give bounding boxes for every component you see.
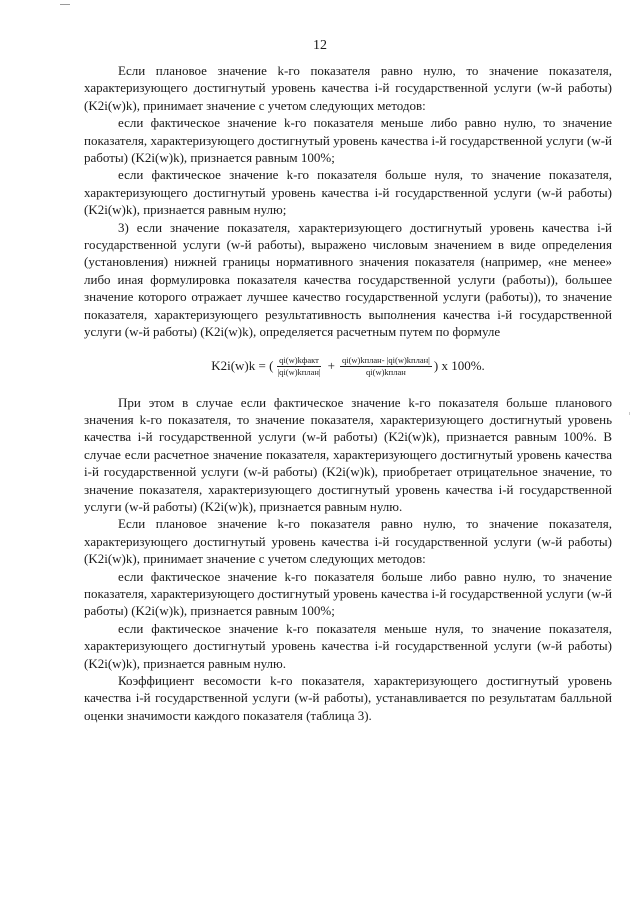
- paragraph: Коэффициент весомости k-го показателя, характеризующего достигнутый уровень качества i-й государственной услуги (w-й работы), устанавливается по результатам балльной оценки значимости каждого показателя (таблица 3).: [84, 673, 612, 723]
- formula-plus: +: [327, 358, 335, 374]
- fraction-denominator: qi(w)kплан: [366, 366, 406, 377]
- paragraph: Если плановое значение k-го показателя равно нулю, то значение показателя, характеризующего достигнутый уровень качества i-й государственной услуги (w-й работы) (K2i(w)k), принимает значение с учетом следующих методов:: [84, 63, 612, 113]
- paragraph: если фактическое значение k-го показателя меньше либо равно нулю, то значение показателя, характеризующего достигнутый уровень качества i-й государственной услуги (w-й работы) (K2i(w)k), признается равным 100%;: [84, 115, 612, 166]
- paragraph: если фактическое значение k-го показателя больше либо равно нулю, то значение показателя, характеризующего достигнутый уровень качества i-й государственной услуги (w-й работы) (K2i(w)k), признается равным 100%;: [84, 568, 612, 619]
- fraction-numerator: qi(w)kфакт: [279, 354, 319, 365]
- fraction-denominator: |qi(w)kплан|: [277, 366, 321, 377]
- document-body: [84, 62, 612, 724]
- scan-mark: [629, 412, 630, 415]
- scan-mark: [60, 4, 70, 5]
- page-number: 12: [313, 38, 327, 53]
- fraction-numerator: qi(w)kплан- |qi(w)kплан|: [341, 354, 430, 365]
- fraction-plan-correction: [340, 355, 432, 378]
- paragraph: если фактическое значение k-го показателя меньше нуля, то значение показателя, характеризующего достигнутый уровень качества i-й государственной услуги (w-й работы) (K2i(w)k), признается равным нулю.: [84, 620, 612, 671]
- paragraph: если фактическое значение k-го показателя больше нуля, то значение показателя, характеризующего достигнутый уровень качества i-й государственной услуги (w-й работы) (K2i(w)k), признается равным нулю;: [84, 167, 612, 218]
- fraction-actual-over-plan: [275, 355, 322, 378]
- formula: [84, 355, 612, 378]
- paragraph: Если плановое значение k-го показателя равно нулю, то значение показателя, характеризующего достигнутый уровень качества i-й государственной услуги (w-й работы) (K2i(w)k), принимает значение с учетом следующих методов:: [84, 516, 612, 567]
- formula-rhs: ) x 100%.: [433, 358, 485, 374]
- paragraph: При этом в случае если фактическое значение k-го показателя больше планового значения k-го показателя, то значение показателя, характеризующего достигнутый уровень качества i-й государственной услуги (w-й работы) (K2i(w)k), признается равным 100%. В случае если расчетное значение показателя, характеризующего достигнутый уровень качества i-й государственной услуги (w-й работы) (K2i(w)k), приобретает отрицательное значение, то значение показателя, характеризующего достигнутый уровень качества i-й государственной услуги (w-й работы) (K2i(w)k), признается равным нулю.: [84, 394, 612, 514]
- formula-lhs: K2i(w)k = (: [211, 358, 274, 374]
- paragraph: 3) если значение показателя, характеризующего достигнутый уровень качества i-й государственной услуги (w-й работы), выражено числовым значением в виде определения (установления) нижней границы нормативного значения показателя (например, «не менее» либо иная формулировка показателя качества государственной услуги (работы)), большее значение которого отражает лучшее качество государственной услуги (работы)), то значение показателя, характеризующего результативность выполнения качества i-й государственной услуги (w-й работы) (K2i(w)k), определяется расчетным путем по формуле: [84, 219, 612, 340]
